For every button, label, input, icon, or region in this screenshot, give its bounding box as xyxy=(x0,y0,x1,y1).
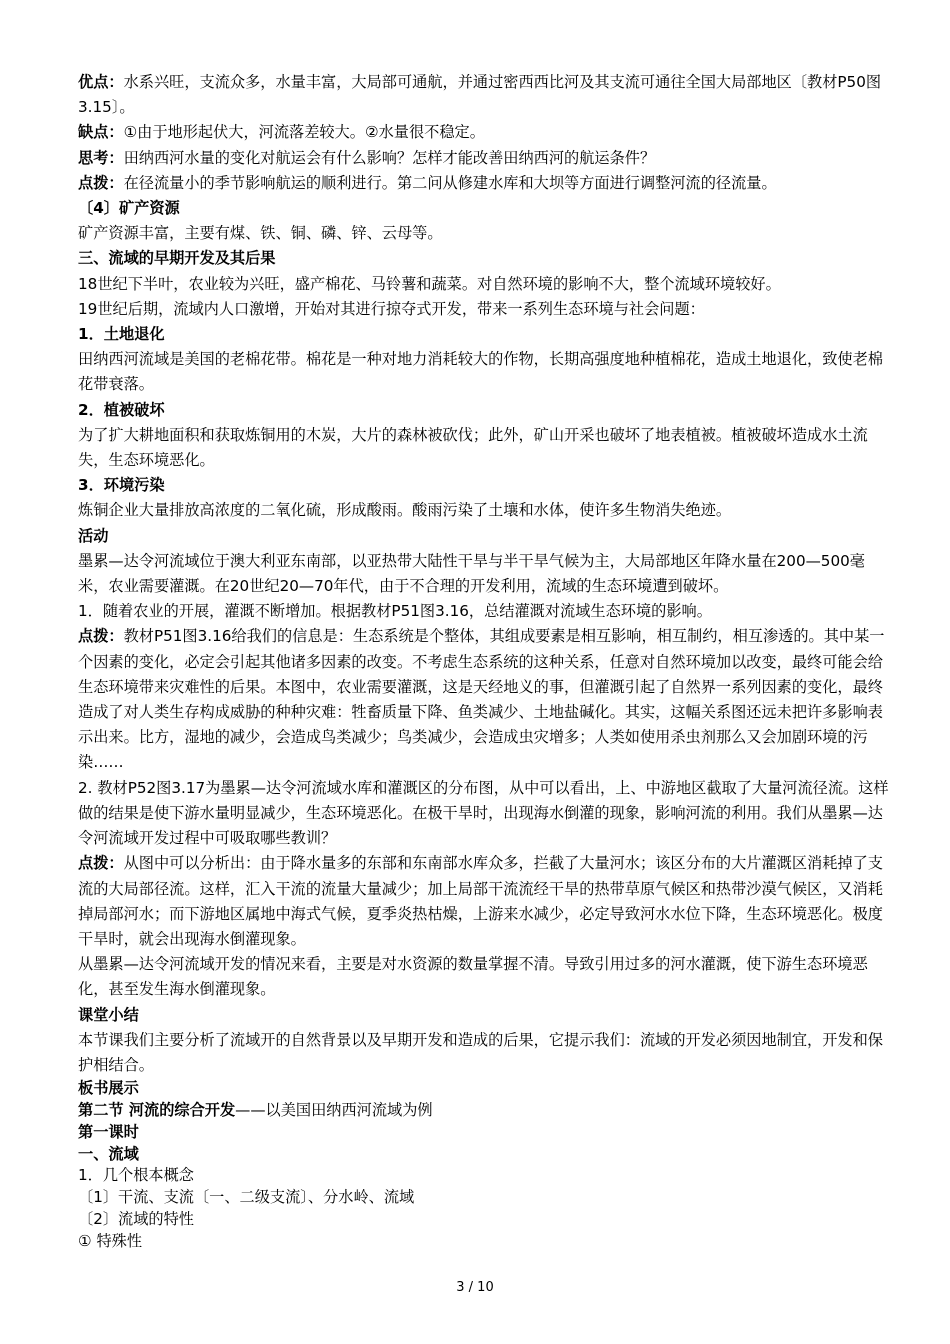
text-summary: 本节课我们主要分析了流域开的自然背景以及早期开发和造成的后果，它提示我们：流域的开发必须因地制宜，开发和保护相结合。 xyxy=(78,1030,883,1074)
heading-section-3: 三、流域的早期开发及其后果 xyxy=(78,249,276,268)
text-activity-q1: 1．随着农业的开展，灌溉不断增加。根据教材P51图3.16，总结灌溉对流域生态环境的影响。 xyxy=(78,602,712,621)
text-think: 田纳西河水量的变化对航运会有什么影响？怎样才能改善田纳西河的航运条件？ xyxy=(123,148,656,167)
heading-activity: 活动 xyxy=(78,526,109,545)
text-advantages: 水系兴旺，支流众多，水量丰富，大局部可通航，并通过密西西比河及其支流可通往全国大局部地区〔教材P50图3.15〕。 xyxy=(78,73,882,117)
paragraph-disadvantages xyxy=(78,120,890,145)
text-pollution: 炼铜企业大量排放高浓度的二氧化硫，形成酸雨。酸雨污染了土壤和水体，使许多生物消失绝迹。 xyxy=(78,501,732,520)
heading-summary: 课堂小结 xyxy=(78,1005,139,1024)
board-title xyxy=(78,1100,890,1122)
label-think: 思考： xyxy=(78,148,124,167)
paragraph-think xyxy=(78,146,890,171)
text-land-degradation: 田纳西河流域是美国的老棉花带。棉花是一种对地力消耗较大的作物，长期高强度地种植棉花，造成土地退化，致使老棉花带衰落。 xyxy=(78,350,883,394)
board-line-3: 〔2〕流域的特性 xyxy=(78,1209,194,1228)
text-activity-a1: 教材P51图3.16给我们的信息是：生态系统是个整体，其组成要素是相互影响，相互制约，相互渗透的。其中某一个因素的变化，必定会引起其他诸多因素的改变。不考虑生态系统的这种关系，任意对自然环境加以改变，最终可能会给生态环境带来灾难性的后果。本图中，农业需要灌溉，这是天经地义的事，但灌溉引起了自然界一系列因素的变化，最终造成了对人类生存构成威胁的种种灾难：牲畜质量下降、鱼类减少、土地盐碱化。其实，这幅关系图还远未把许多影响表示出来。比方，湿地的减少，会造成鸟类减少；鸟类减少，会造成虫灾增多；人类如使用杀虫剂那么又会加剧环境的污染…… xyxy=(78,627,885,772)
board-line-2: 〔1〕干流、支流〔一、二级支流〕、分水岭、流域 xyxy=(78,1188,415,1207)
text-vegetation-damage: 为了扩大耕地面积和获取炼铜用的木炭，大片的森林被砍伐；此外，矿山开采也破坏了地表植被。植被破坏造成水土流失，生态环境恶化。 xyxy=(78,425,868,470)
text-section-3-p1: 18世纪下半叶，农业较为兴旺，盛产棉花、马铃薯和蔬菜。对自然环境的影响不大，整个流域环境较好。 xyxy=(78,274,781,293)
heading-land-degradation: 1．土地退化 xyxy=(78,325,165,344)
label-advantages: 优点： xyxy=(78,73,124,91)
board-title-bold: 第二节 河流的综合开发 xyxy=(78,1100,236,1119)
document-page xyxy=(78,70,890,1253)
board-line-1: 1．几个根本概念 xyxy=(78,1166,194,1185)
label-hint-2: 点拨： xyxy=(78,627,124,646)
text-activity-conclusion: 从墨累—达令河流域开发的情况来看，主要是对水资源的数量掌握不清。导致引用过多的河水灌溉，使下游生态环境恶化，甚至发生海水倒灌现象。 xyxy=(78,955,868,999)
text-activity-intro: 墨累—达令河流域位于澳大利亚东南部，以亚热带大陆性干旱与半干旱气候为主，大局部地区年降水量在200—500毫米，农业需要灌溉。在20世纪20—70年代，由于不合理的开发利用，流域的生态环境遭到破坏。 xyxy=(78,551,865,596)
text-minerals: 矿产资源丰富，主要有煤、铁、铜、磷、锌、云母等。 xyxy=(78,224,443,243)
label-disadvantages: 缺点： xyxy=(78,123,124,142)
paragraph-hint-1 xyxy=(78,171,890,196)
paragraph-activity-a2 xyxy=(78,851,890,952)
label-hint-3: 点拨： xyxy=(78,854,124,873)
board-display xyxy=(78,1078,890,1252)
label-hint-1: 点拨： xyxy=(78,173,124,192)
paragraph-activity-a1 xyxy=(78,624,890,775)
board-title-rest: ——以美国田纳西河流域为例 xyxy=(235,1100,433,1119)
text-activity-a2: 从图中可以分析出：由于降水量多的东部和东南部水库众多，拦截了大量河水；该区分布的大片灌溉区消耗掉了支流的大局部径流。这样，汇入干流的流量大量减少；加上局部干流流经干旱的热带草原气候区和热带沙漠气候区，又消耗掉局部河水；而下游地区属地中海式气候，夏季炎热枯燥，上游来水减少，必定导致河水水位下降，生态环境恶化。极度干旱时，就会出现海水倒灌现象。 xyxy=(78,854,883,948)
text-section-3-p2: 19世纪后期，流域内人口激增，开始对其进行掠夺式开发，带来一系列生态环境与社会问题： xyxy=(78,299,705,318)
board-lesson: 第一课时 xyxy=(78,1122,139,1141)
board-line-4: ① 特殊性 xyxy=(78,1231,143,1250)
paragraph-advantages xyxy=(78,70,890,120)
heading-board: 板书展示 xyxy=(78,1079,139,1098)
board-section-1: 一、流域 xyxy=(78,1144,139,1163)
text-activity-q2: 2. 教材P52图3.17为墨累—达令河流域水库和灌溉区的分布图，从中可以看出，上、中游地区截取了大量河流径流。这样做的结果是使下游水量明显减少，生态环境恶化。在极干旱时，出现海水倒灌的现象，影响河流的利用。我们从墨累—达令河流域开发过程中可吸取哪些教训？ xyxy=(78,778,889,848)
heading-minerals: 〔4〕矿产资源 xyxy=(78,199,180,218)
page-number: 3 / 10 xyxy=(456,1280,494,1295)
text-disadvantages: ①由于地形起伏大，河流落差较大。②水量很不稳定。 xyxy=(123,123,485,142)
heading-vegetation-damage: 2．植被破坏 xyxy=(78,400,165,419)
heading-pollution: 3．环境污染 xyxy=(78,476,165,495)
text-hint-1: 在径流量小的季节影响航运的顺利进行。第二问从修建水库和大坝等方面进行调整河流的径流量。 xyxy=(123,173,777,192)
